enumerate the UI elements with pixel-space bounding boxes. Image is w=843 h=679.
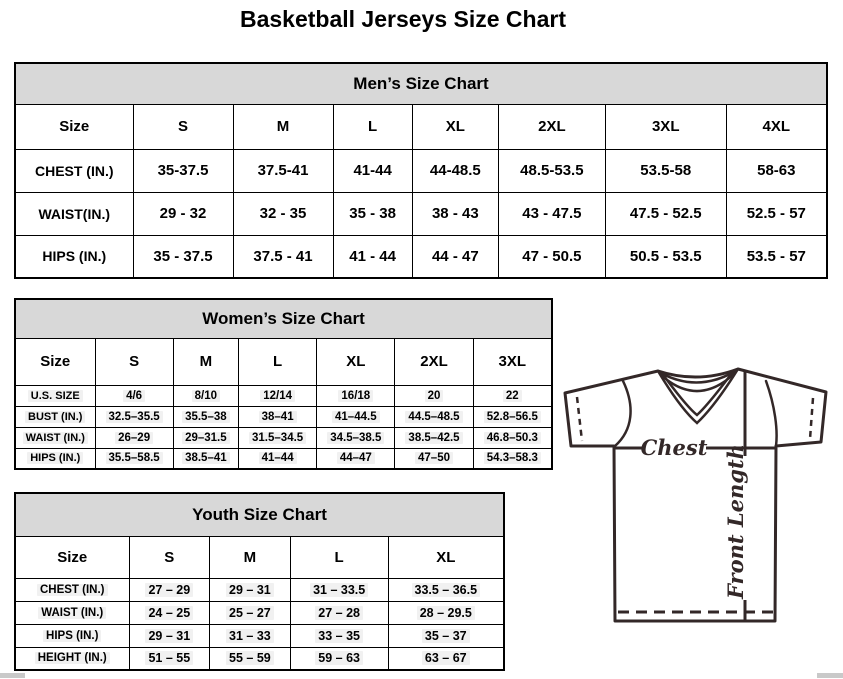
- row-label: HIPS (IN.): [15, 235, 133, 278]
- row-label: WAIST (IN.): [15, 601, 129, 624]
- size-row: [15, 406, 552, 427]
- size-value-cell: 38–41: [239, 406, 317, 427]
- size-value-cell: 31.5–34.5: [239, 427, 317, 448]
- table-header: [15, 493, 504, 536]
- size-row: [15, 149, 827, 192]
- row-label: CHEST (IN.): [15, 578, 129, 601]
- size-value-cell: 25 – 27: [210, 601, 291, 624]
- size-row: [15, 448, 552, 469]
- size-value-cell: 54.3–58.3: [473, 448, 552, 469]
- size-value-cell: 29 - 32: [133, 192, 233, 235]
- column-header: M: [210, 536, 291, 578]
- size-row: [15, 427, 552, 448]
- size-value-cell: 59 – 63: [290, 647, 388, 670]
- size-row: [15, 385, 552, 406]
- size-value-cell: 27 – 29: [129, 578, 210, 601]
- table-body: [15, 338, 552, 469]
- size-value-cell: 53.5-58: [605, 149, 726, 192]
- size-value-cell: 33.5 – 36.5: [388, 578, 504, 601]
- table-header: [15, 299, 552, 338]
- row-label: HIPS (IN.): [15, 624, 129, 647]
- size-row: [15, 235, 827, 278]
- table-body: [15, 536, 504, 670]
- size-value-cell: 48.5-53.5: [498, 149, 605, 192]
- size-value-cell: 46.8–50.3: [473, 427, 552, 448]
- size-value-cell: 35.5–38: [173, 406, 238, 427]
- chest-label: Chest: [640, 435, 708, 460]
- column-header: 2XL: [498, 104, 605, 149]
- column-header: M: [233, 104, 333, 149]
- size-value-cell: 20: [395, 385, 473, 406]
- table-title: Youth Size Chart: [15, 493, 504, 536]
- size-value-cell: 41 - 44: [333, 235, 412, 278]
- size-row: [15, 624, 504, 647]
- jersey-measurement-diagram: [555, 360, 843, 662]
- size-value-cell: 27 – 28: [290, 601, 388, 624]
- column-header-row: [15, 104, 827, 149]
- row-label: HEIGHT (IN.): [15, 647, 129, 670]
- size-row: [15, 192, 827, 235]
- size-value-cell: 41–44: [239, 448, 317, 469]
- column-header: 3XL: [605, 104, 726, 149]
- table-title-row: [15, 299, 552, 338]
- size-value-cell: 52.5 - 57: [726, 192, 827, 235]
- column-header-row: [15, 338, 552, 385]
- size-value-cell: 41–44.5: [317, 406, 395, 427]
- size-value-cell: 43 - 47.5: [498, 192, 605, 235]
- size-value-cell: 35 – 37: [388, 624, 504, 647]
- size-value-cell: 32 - 35: [233, 192, 333, 235]
- size-value-cell: 12/14: [239, 385, 317, 406]
- size-value-cell: 4/6: [95, 385, 173, 406]
- size-value-cell: 38 - 43: [412, 192, 498, 235]
- size-row: [15, 578, 504, 601]
- size-row: [15, 601, 504, 624]
- size-value-cell: 24 – 25: [129, 601, 210, 624]
- womens-size-chart-table: [14, 298, 553, 470]
- size-value-cell: 44.5–48.5: [395, 406, 473, 427]
- column-header: Size: [15, 536, 129, 578]
- table-body: [15, 104, 827, 278]
- horizontal-scrollbar-fragment-right[interactable]: [817, 673, 843, 678]
- size-value-cell: 38.5–41: [173, 448, 238, 469]
- horizontal-scrollbar-fragment-left[interactable]: [0, 673, 25, 678]
- size-row: [15, 647, 504, 670]
- size-value-cell: 35 - 37.5: [133, 235, 233, 278]
- size-value-cell: 47.5 - 52.5: [605, 192, 726, 235]
- size-value-cell: 50.5 - 53.5: [605, 235, 726, 278]
- column-header: S: [95, 338, 173, 385]
- column-header: XL: [317, 338, 395, 385]
- table-title-row: [15, 493, 504, 536]
- size-value-cell: 55 – 59: [210, 647, 291, 670]
- row-label: CHEST (IN.): [15, 149, 133, 192]
- size-value-cell: 28 – 29.5: [388, 601, 504, 624]
- size-value-cell: 29 – 31: [210, 578, 291, 601]
- page-title: Basketball Jerseys Size Chart: [239, 6, 566, 32]
- size-value-cell: 8/10: [173, 385, 238, 406]
- youth-size-chart-table: [14, 492, 505, 671]
- size-value-cell: 41-44: [333, 149, 412, 192]
- table-title-row: [15, 63, 827, 104]
- column-header: XL: [412, 104, 498, 149]
- column-header: Size: [15, 104, 133, 149]
- mens-size-chart-table: [14, 62, 828, 279]
- column-header: 3XL: [473, 338, 552, 385]
- column-header: 2XL: [395, 338, 473, 385]
- size-value-cell: 16/18: [317, 385, 395, 406]
- size-value-cell: 33 – 35: [290, 624, 388, 647]
- row-label: U.S. SIZE: [15, 385, 95, 406]
- size-value-cell: 29 – 31: [129, 624, 210, 647]
- size-value-cell: 51 – 55: [129, 647, 210, 670]
- table-title: Women’s Size Chart: [15, 299, 552, 338]
- size-value-cell: 44 - 47: [412, 235, 498, 278]
- size-value-cell: 35-37.5: [133, 149, 233, 192]
- column-header: L: [290, 536, 388, 578]
- size-value-cell: 63 – 67: [388, 647, 504, 670]
- size-value-cell: 53.5 - 57: [726, 235, 827, 278]
- column-header: M: [173, 338, 238, 385]
- column-header: L: [239, 338, 317, 385]
- table-title: Men’s Size Chart: [15, 63, 827, 104]
- size-value-cell: 44-48.5: [412, 149, 498, 192]
- column-header: S: [133, 104, 233, 149]
- row-label: WAIST(IN.): [15, 192, 133, 235]
- size-value-cell: 31 – 33.5: [290, 578, 388, 601]
- size-value-cell: 47–50: [395, 448, 473, 469]
- jersey-outline: [565, 369, 826, 621]
- size-value-cell: 58-63: [726, 149, 827, 192]
- column-header: XL: [388, 536, 504, 578]
- size-value-cell: 29–31.5: [173, 427, 238, 448]
- row-label: HIPS (IN.): [15, 448, 95, 469]
- size-value-cell: 32.5–35.5: [95, 406, 173, 427]
- size-value-cell: 22: [473, 385, 552, 406]
- table-header: [15, 63, 827, 104]
- row-label: WAIST (IN.): [15, 427, 95, 448]
- column-header: L: [333, 104, 412, 149]
- size-value-cell: 38.5–42.5: [395, 427, 473, 448]
- size-value-cell: 35 - 38: [333, 192, 412, 235]
- column-header-row: [15, 536, 504, 578]
- column-header: Size: [15, 338, 95, 385]
- column-header: 4XL: [726, 104, 827, 149]
- front-length-label: Front Length: [723, 444, 748, 599]
- size-value-cell: 37.5 - 41: [233, 235, 333, 278]
- size-value-cell: 52.8–56.5: [473, 406, 552, 427]
- size-value-cell: 44–47: [317, 448, 395, 469]
- row-label: BUST (IN.): [15, 406, 95, 427]
- size-value-cell: 35.5–58.5: [95, 448, 173, 469]
- size-value-cell: 26–29: [95, 427, 173, 448]
- size-value-cell: 34.5–38.5: [317, 427, 395, 448]
- size-value-cell: 31 – 33: [210, 624, 291, 647]
- size-value-cell: 37.5-41: [233, 149, 333, 192]
- column-header: S: [129, 536, 210, 578]
- size-value-cell: 47 - 50.5: [498, 235, 605, 278]
